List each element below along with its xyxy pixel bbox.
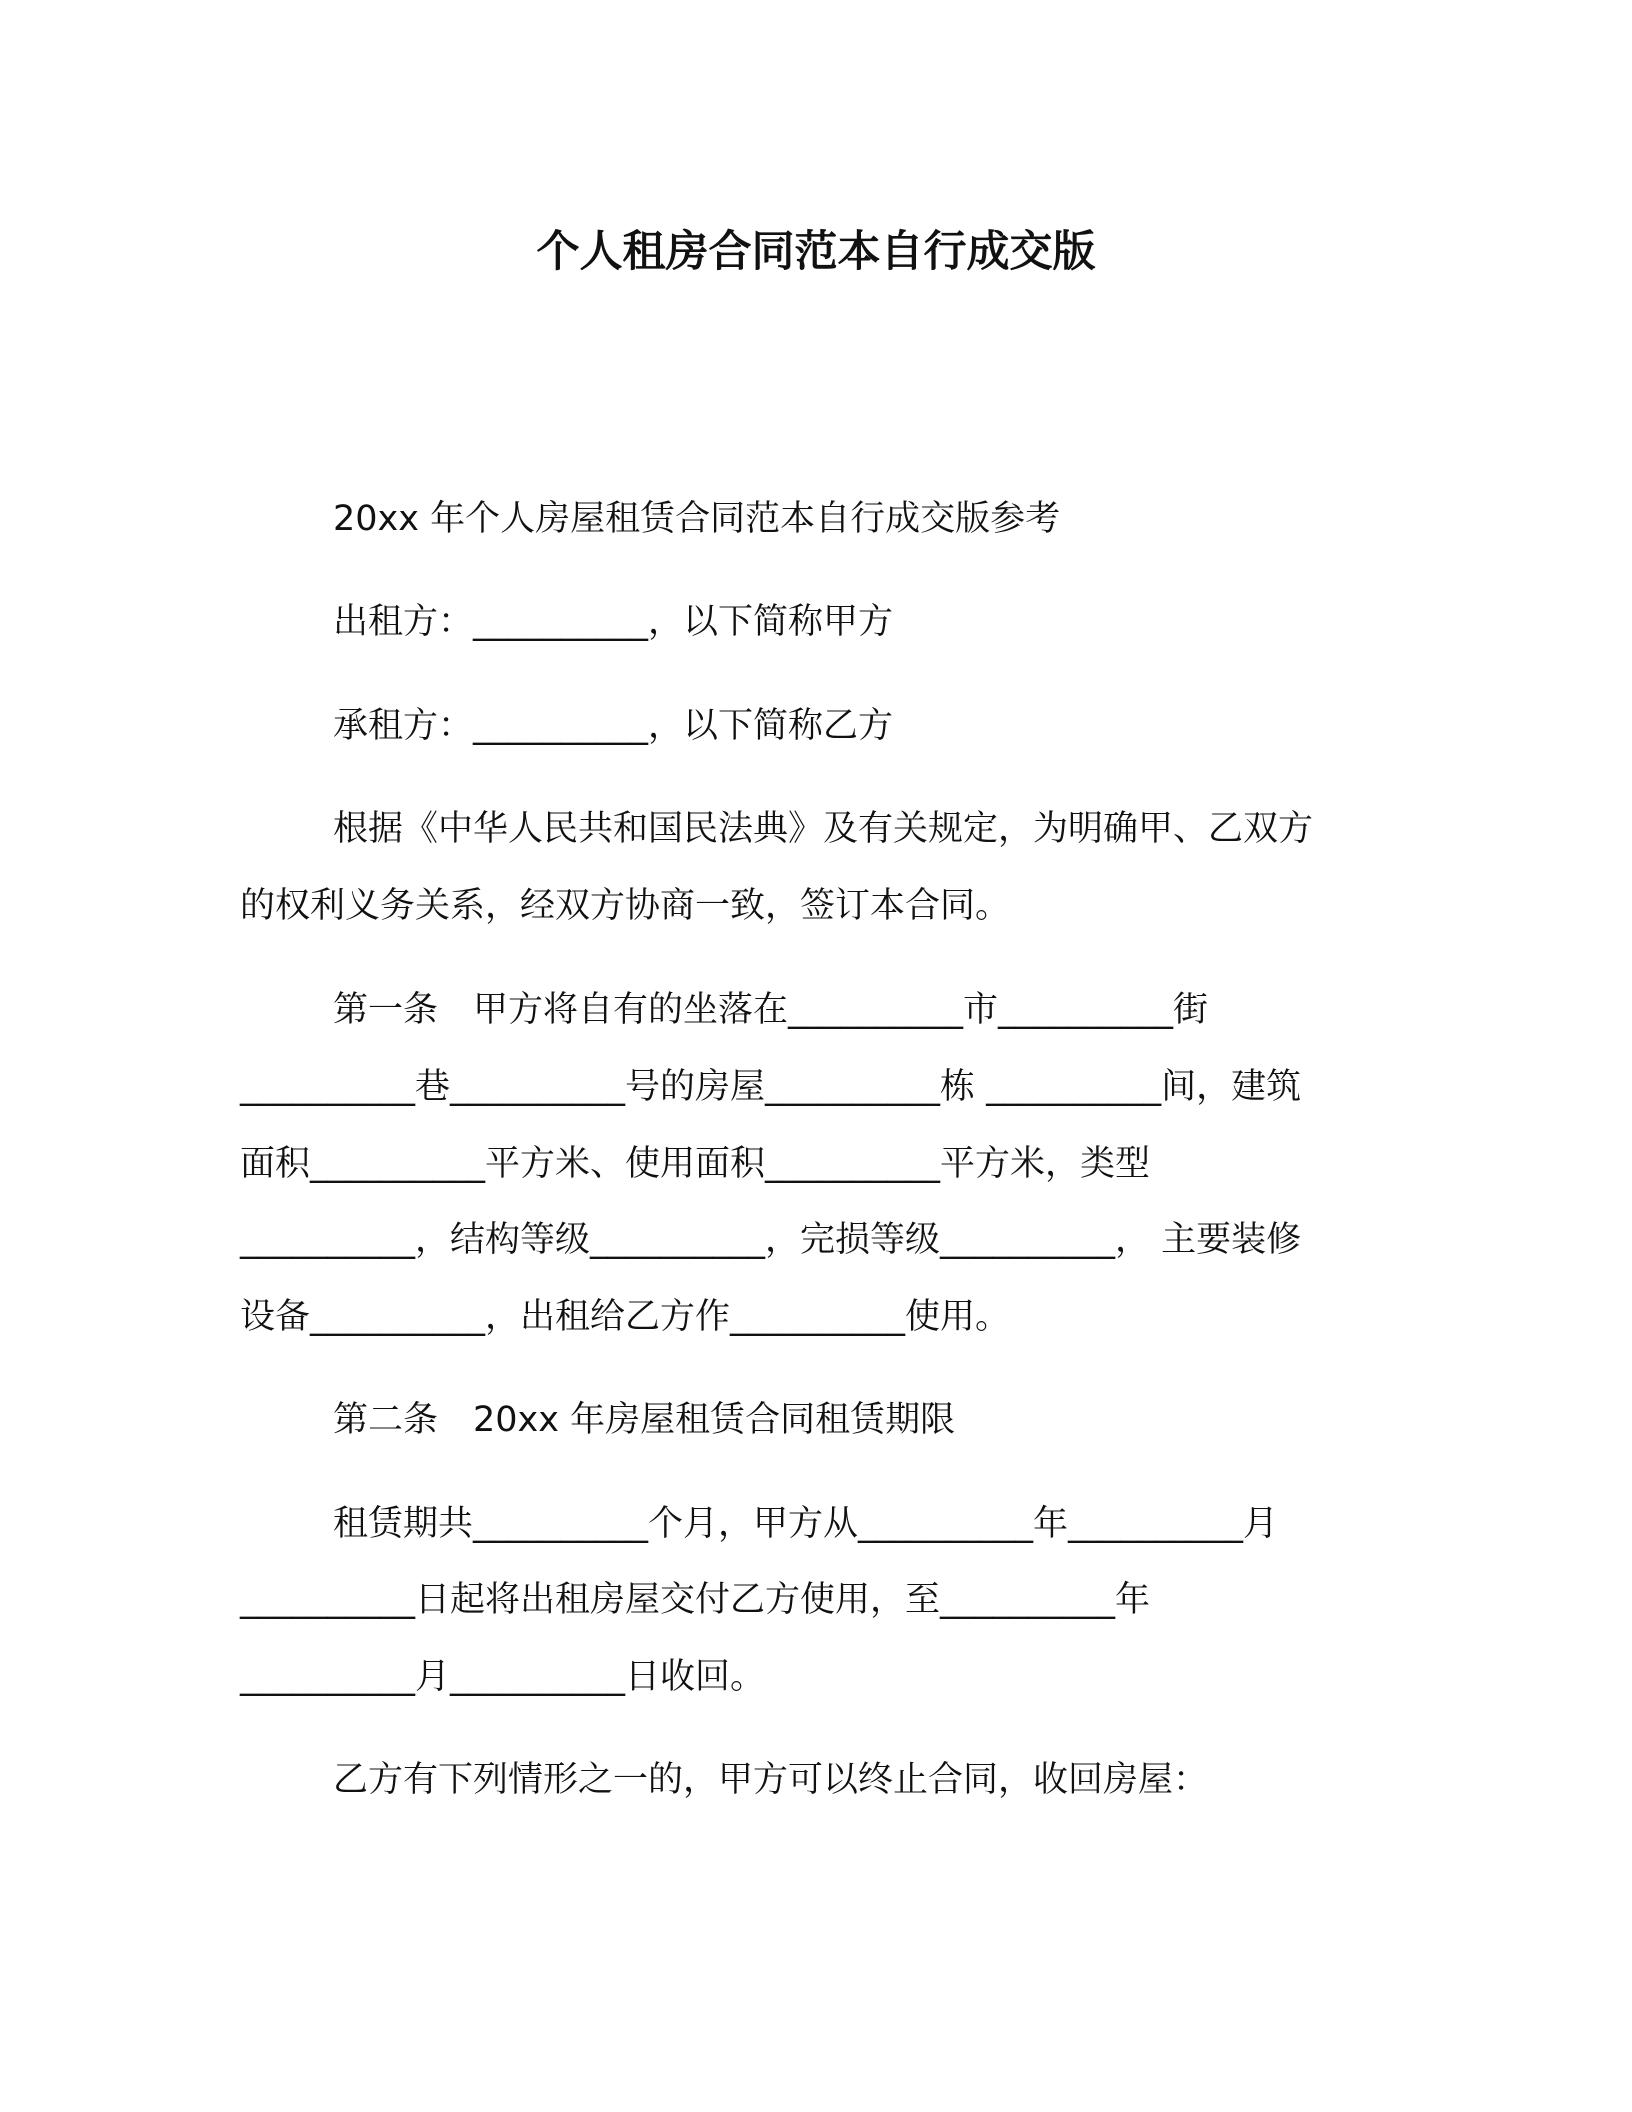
article-1-line-5: 设备__________，出租给乙方作__________使用。 xyxy=(240,1297,1011,1337)
lease-term-line-3: __________月__________日收回。 xyxy=(240,1657,766,1697)
article-1-line-3: 面积__________平方米、使用面积__________平方米，类型 xyxy=(240,1144,1151,1184)
article-1-line-4: __________，结构等级__________，完损等级__________， 主要装修 xyxy=(240,1220,1302,1260)
article-2-heading: 第二条 20xx 年房屋租赁合同租赁期限 xyxy=(333,1400,956,1440)
lease-term-line-1: 租赁期共__________个月，甲方从__________年__________月 xyxy=(333,1504,1279,1544)
lessee-line: 承租方：__________，以下简称乙方 xyxy=(333,706,894,746)
lessor-line: 出租方：__________，以下简称甲方 xyxy=(333,602,894,642)
document-title: 个人租房合同范本自行成交版 xyxy=(536,227,1096,277)
article-1-line-2: __________巷__________号的房屋__________栋 __________间，建筑 xyxy=(240,1067,1302,1107)
lease-term-line-2: __________日起将出租房屋交付乙方使用，至__________年 xyxy=(240,1580,1151,1620)
article-1-line-1: 第一条 甲方将自有的坐落在__________市__________街 xyxy=(333,990,1209,1030)
preamble-line-1: 根据《中华人民共和国民法典》及有关规定，为明确甲、乙双方 xyxy=(333,809,1314,849)
preamble-line-2: 的权利义务关系，经双方协商一致，签订本合同。 xyxy=(240,886,1011,926)
termination-line: 乙方有下列情形之一的，甲方可以终止合同，收回房屋： xyxy=(333,1760,1209,1800)
subtitle-line: 20xx 年个人房屋租赁合同范本自行成交版参考 xyxy=(333,499,1061,539)
